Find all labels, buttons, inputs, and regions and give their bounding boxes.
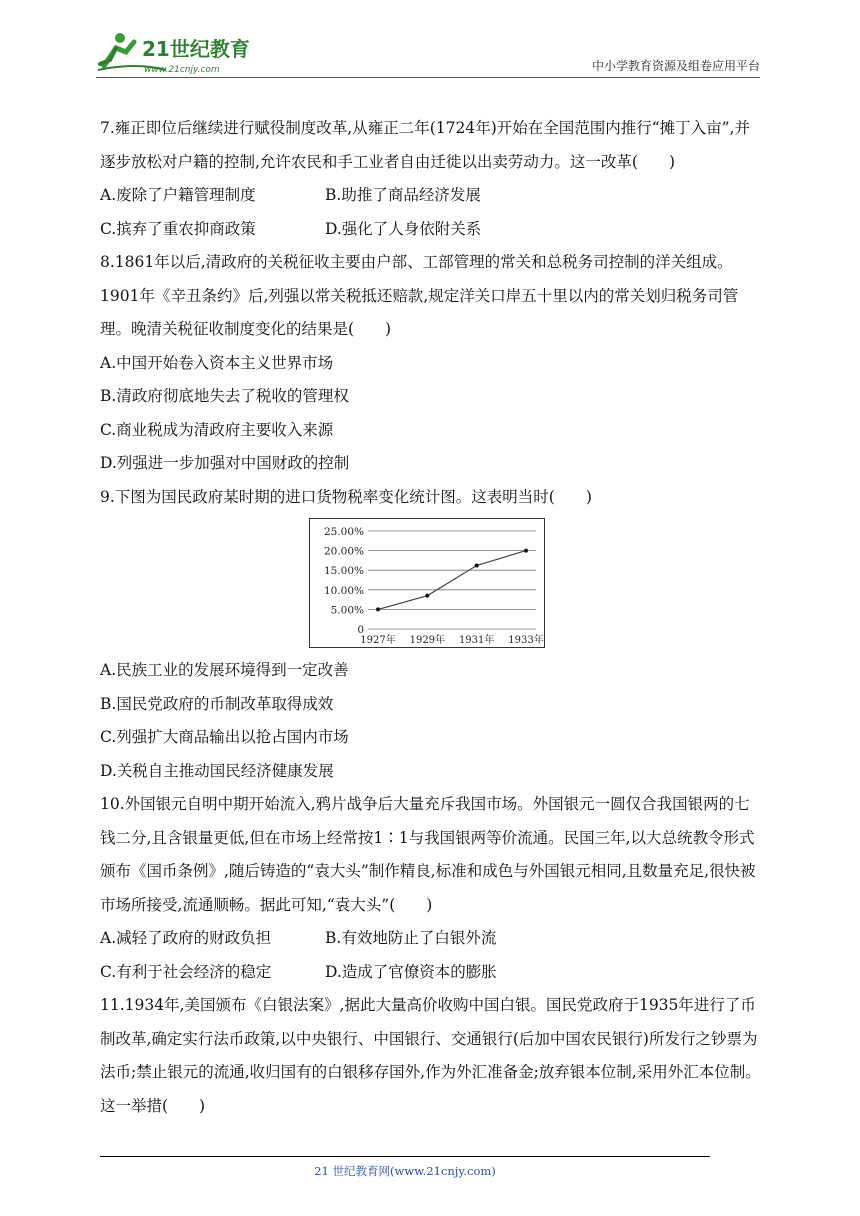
tax-rate-chart-svg	[310, 519, 544, 647]
question-stem-10: 10.外国银元自明中期开始流入,鸦片战争后大量充斥我国市场。外国银元一圆仅合我国银两的七钱二分,且含银量更低,但在市场上经常按1∶1与我国银两等价流通。民国三年,以大总统教令形式颁布《国币条例》,随后铸造的“袁大头”制作精良,标准和成色与外国银元相同,且数量充足,很快被市场所接受,流通顺畅。据此可知,“袁大头”( )	[100, 795, 756, 914]
y-tick-label: 25.00%	[323, 526, 364, 538]
series-line	[378, 551, 526, 610]
option-7c: C.摈弃了重农抑商政策	[100, 219, 256, 238]
option-8d: D.列强进一步加强对中国财政的控制	[100, 454, 350, 472]
data-point	[376, 607, 380, 611]
options-row-7a	[100, 179, 764, 213]
y-tick-label: 0	[357, 624, 364, 636]
option-10b: B.有效地防止了白银外流	[325, 929, 497, 947]
option-8b: B.清政府彻底地失去了税收的管理权	[100, 387, 349, 405]
y-tick-label: 20.00%	[323, 545, 364, 558]
platform-name: 中小学教育资源及组卷应用平台	[591, 59, 760, 73]
option-9c: C.列强扩大商品输出以抢占国内市场	[100, 728, 349, 746]
option-10d: D.造成了官僚资本的膨胀	[325, 962, 497, 981]
option-10c: C.有利于社会经济的稳定	[100, 962, 272, 981]
question-list	[100, 112, 764, 1123]
y-tick-label: 10.00%	[323, 584, 364, 597]
x-tick-label: 1929年	[409, 635, 446, 646]
options-row-7b	[100, 213, 764, 247]
question-stem-7: 7.雍正即位后继续进行赋役制度改革,从雍正二年(1724年)开始在全国范围内推行“摊丁入亩”,并逐步放松对户籍的控制,允许农民和手工业者自由迁徙以出卖劳动力。这一改革( )	[100, 119, 751, 171]
option-8a: A.中国开始卷入资本主义世界市场	[100, 353, 334, 372]
question-stem-8: 8.1861年以后,清政府的关税征收主要由户部、工部管理的常关和总税务司控制的洋关组成。1901年《辛丑条约》后,列强以常关税抵还赔款,规定洋关口岸五十里以内的常关划归税务司管理。晚清关税征收制度变化的结果是( )	[100, 253, 739, 338]
site-logo	[96, 26, 266, 76]
question-stem-11: 11.1934年,美国颁布《白银法案》,据此大量高价收购中国白银。国民党政府于1935年进行了币制改革,确定实行法币政策,以中央银行、中国银行、交通银行(后加中国农民银行)所发行之钞票为法币;禁止银元的流通,收归国有的白银移存国外,作为外汇准备金;放弃银本位制,采用外汇本位制。这一举措( )	[100, 996, 761, 1115]
tax-rate-chart-wrap	[90, 518, 764, 648]
options-row-10a	[100, 922, 764, 956]
data-point	[425, 594, 429, 598]
option-10a: A.减轻了政府的财政负担	[100, 929, 272, 947]
option-9a: A.民族工业的发展环境得到一定改善	[100, 661, 349, 679]
data-point	[524, 549, 528, 553]
option-7d: D.强化了人身依附关系	[325, 219, 482, 238]
x-tick-label: 1927年	[360, 635, 396, 646]
page-header	[96, 26, 760, 78]
option-9d: D.关税自主推动国民经济健康发展	[100, 761, 334, 780]
options-row-10b	[100, 956, 764, 990]
option-7a: A.废除了户籍管理制度	[100, 186, 256, 204]
option-7b: B.助推了商品经济发展	[325, 186, 481, 204]
y-tick-label: 15.00%	[323, 565, 364, 578]
footer-divider	[100, 1156, 710, 1157]
data-point	[475, 563, 479, 567]
x-tick-label: 1931年	[458, 635, 495, 646]
page-footer: 21 世纪教育网(www.21cnjy.com)	[314, 1164, 496, 1178]
option-8c: C.商业税成为清政府主要收入来源	[100, 420, 334, 439]
logo-url: www.21cnjy.com	[144, 65, 220, 75]
option-9b: B.国民党政府的币制改革取得成效	[100, 694, 334, 713]
tax-rate-chart	[309, 518, 545, 648]
logo-text: 21世纪教育	[142, 37, 250, 61]
question-stem-9: 9.下图为国民政府某时期的进口货物税率变化统计图。这表明当时( )	[100, 487, 592, 506]
x-tick-label: 1933年	[508, 635, 544, 646]
y-tick-label: 5.00%	[330, 604, 364, 617]
header-divider	[96, 77, 760, 78]
